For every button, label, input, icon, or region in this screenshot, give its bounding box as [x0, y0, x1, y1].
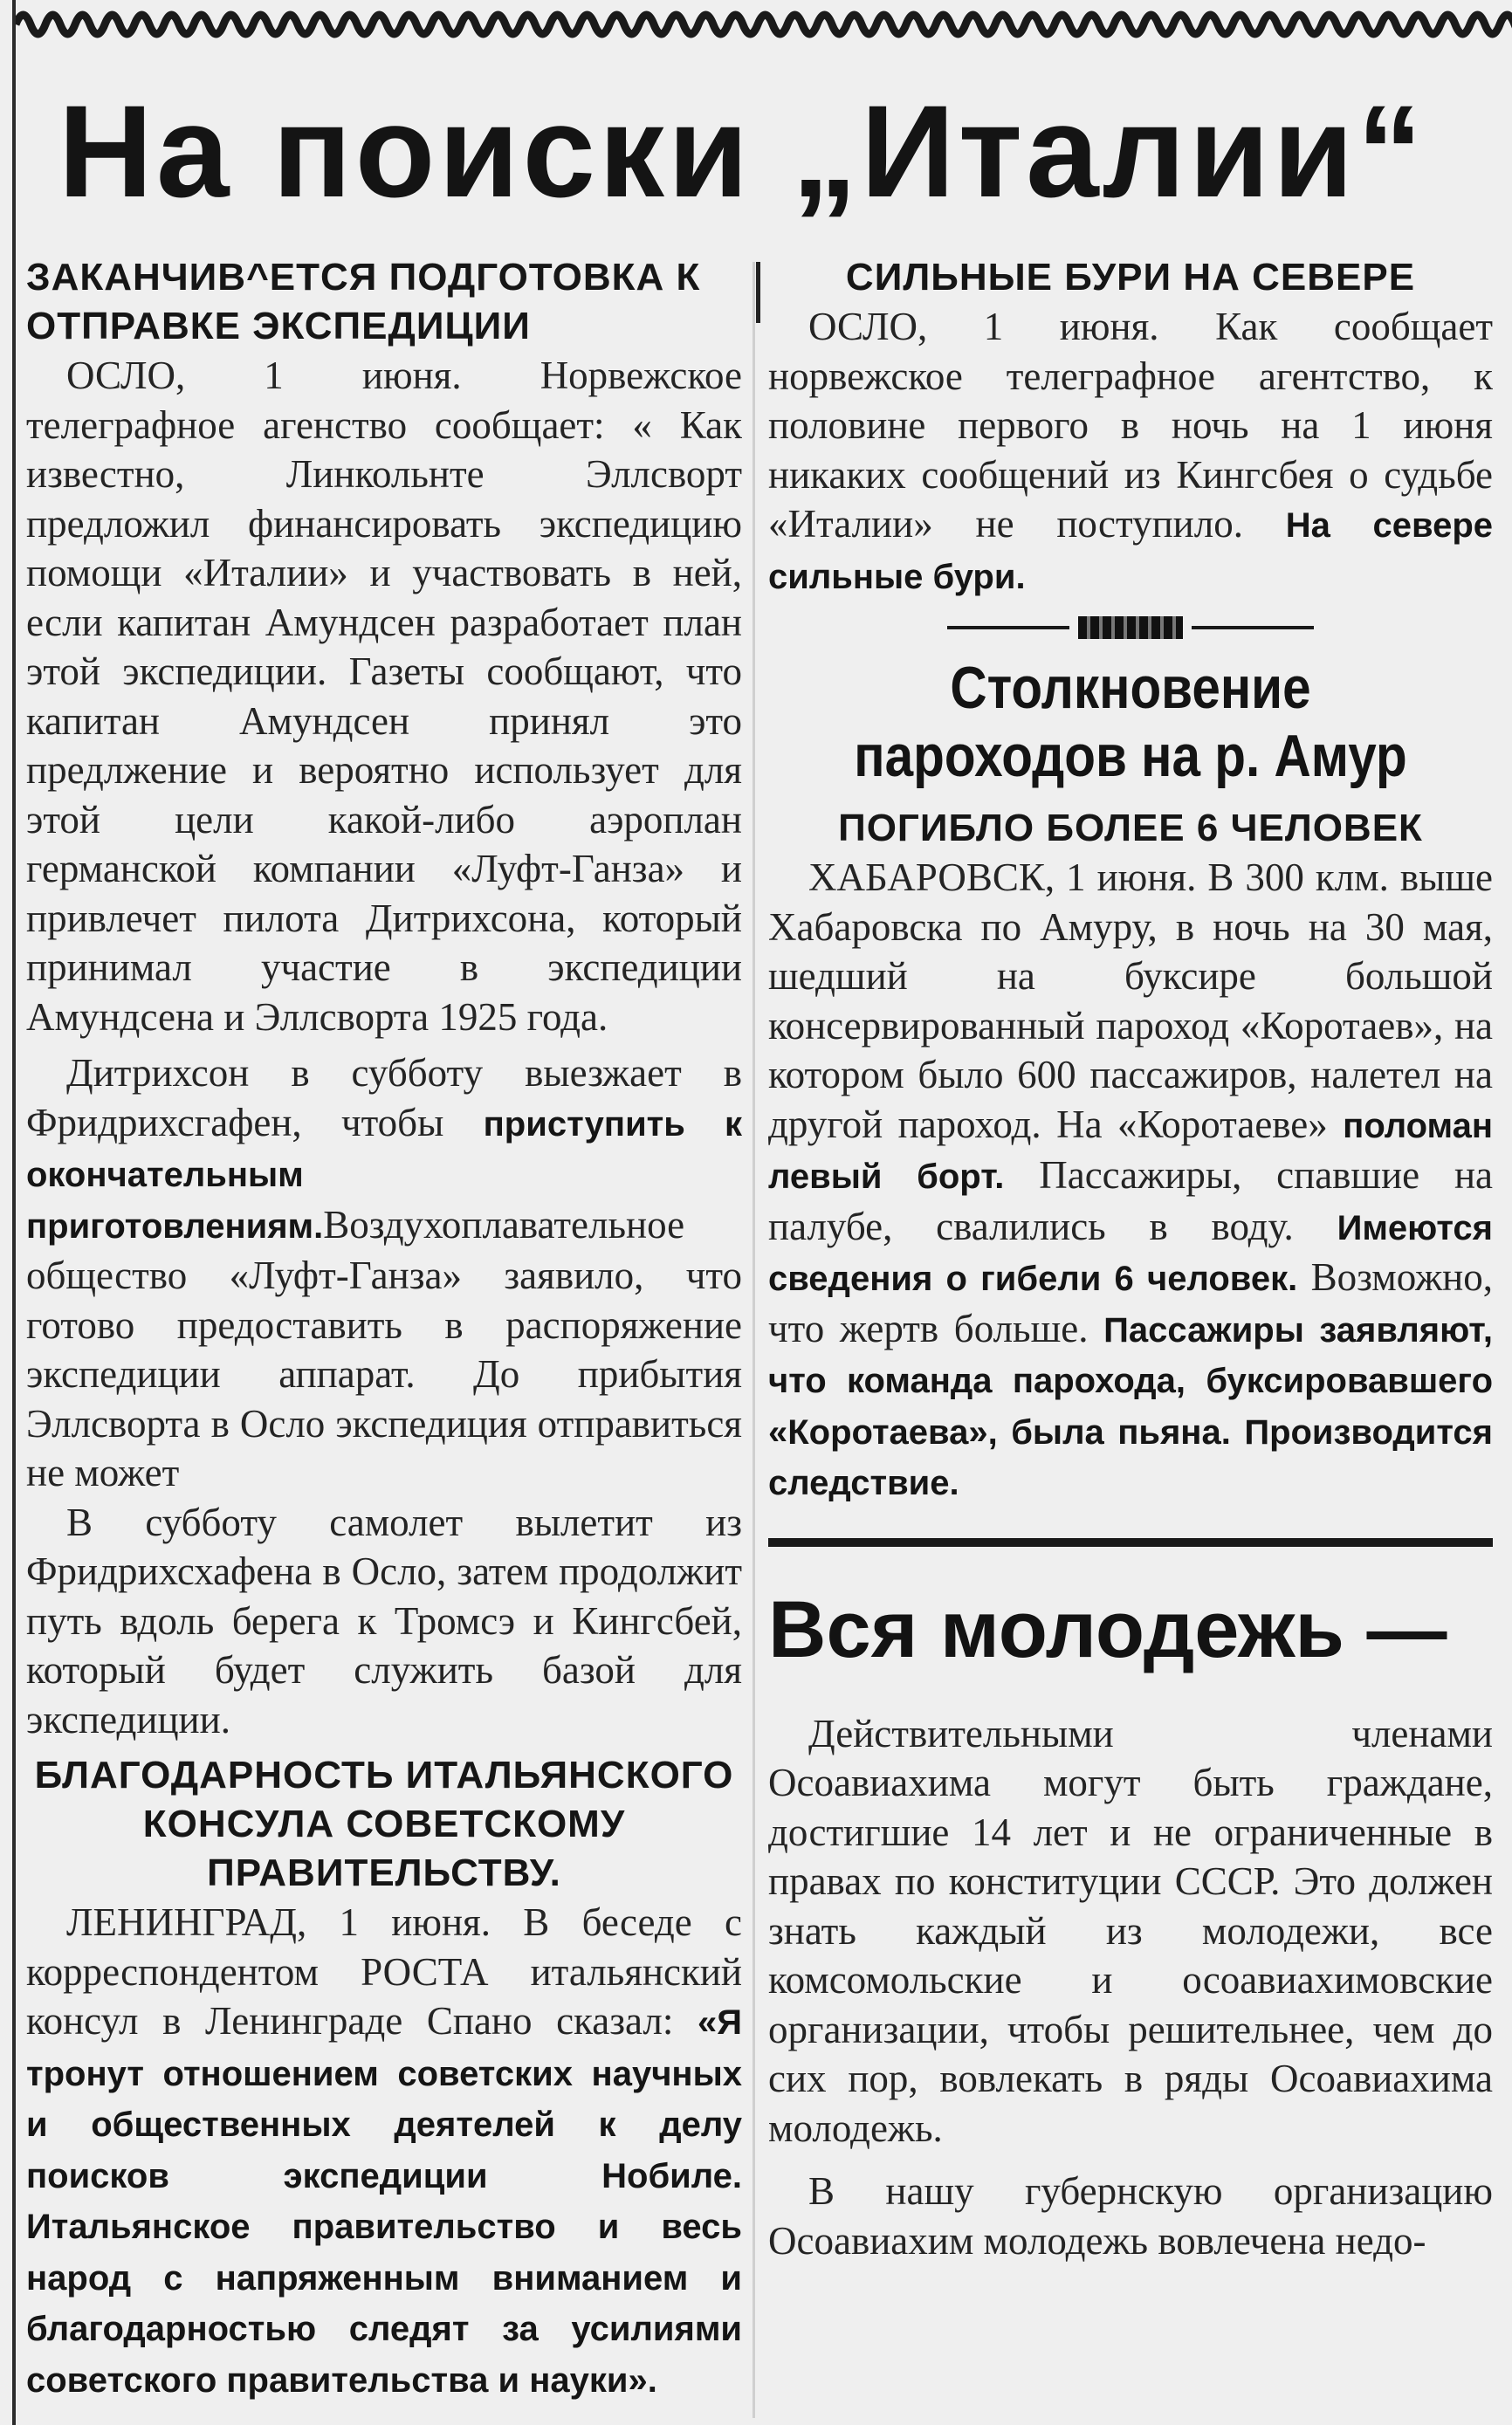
article-paragraph — [768, 302, 1493, 601]
left-page-rule — [12, 0, 16, 2425]
article-paragraph: В субботу самолет вылетит из Фридрихсхафена в Осло, затем продолжит путь вдоль берега к Тромсэ и Кингсбей, который будет служить базой для экспедиции. — [26, 1500, 742, 1741]
article-kicker: БЛАГОДАРНОСТЬ ИТАЛЬЯНСКОГО КОНСУЛА СОВЕТСКОМУ ПРАВИТЕЛЬСТВУ. — [34, 1754, 734, 1894]
article-youth — [768, 1582, 1493, 2266]
page-headline: На поиски „Италии“ — [58, 78, 1426, 224]
bold-text: Имеются сведения о гибели 6 человек. — [768, 1208, 1493, 1298]
article-paragraph — [26, 1898, 742, 2405]
separator-line — [947, 626, 1069, 629]
article-kicker: ПОГИБЛО БОЛЕЕ 6 ЧЕЛОВЕК — [838, 807, 1423, 849]
right-column — [768, 253, 1493, 2425]
article-consul-gratitude — [26, 1751, 742, 2405]
paragraph-text: Возможно, что жертв больше. — [768, 1255, 1493, 1350]
bold-text: поломан левый борт. — [768, 1106, 1493, 1196]
separator-ornament — [1078, 616, 1183, 639]
bold-text: приступить к окончательным приготовлениям. — [26, 1104, 742, 1246]
column-divider-mark — [756, 262, 760, 323]
article-expedition-preparation — [26, 253, 742, 1744]
left-column — [26, 253, 742, 2425]
article-kicker: ЗАКАНЧИВ^ЕТСЯ ПОДГОТОВКА К ОТПРАВКЕ ЭКСПЕДИЦИИ — [26, 256, 701, 347]
paragraph-text: ХАБАРОВСК, 1 июня. В 300 клм. выше Хабаровска по Амуру, в ночь на 30 мая, шедший на буксире большой консервированный пароход «Коротаев», на котором было 600 пассажиров, налетел на другой пароход. На «Коротаеве» — [768, 855, 1493, 1146]
bold-text: На севере сильные бури. — [768, 506, 1493, 596]
section-separator — [768, 601, 1493, 654]
bold-text: Пассажиры заявляют, что команда парохода, буксировавшего «Коротаева», была пьяна. Производится следствие. — [768, 1310, 1493, 1502]
paragraph-text: ОСЛО, 1 июня. Как сообщает норвежское телеграфное агентство, к половине первого в ночь на 1 июня никаких сообщений из Кингсбея о судьбе «Италии» не поступило. — [768, 305, 1493, 546]
section-rule — [768, 1538, 1493, 1547]
article-paragraph — [768, 853, 1493, 1508]
wavy-border-ornament — [16, 0, 1512, 51]
paragraph-text: ЛЕНИНГРАД, 1 июня. В беседе с корреспондентом РОСТА итальянский консул в Ленинграде Спано сказал: — [26, 1900, 742, 2043]
article-paragraph — [26, 1048, 742, 1498]
article-headline: Вся молодежь — — [768, 1584, 1447, 1674]
article-paragraph: Действительными членами Осоавиахима могут быть граждане, достигшие 14 лет и не ограниченные в правах по конституции СССР. Это должен знать каждый из молодежи, все комсомольские и осоавиахимовские организации, чтобы решительнее, чем до сих пор, вовлекать в ряды Осоавиахима молодежь. — [768, 1711, 1493, 2150]
article-kicker: СИЛЬНЫЕ БУРИ НА СЕВЕРЕ — [845, 256, 1416, 299]
paragraph-text: Дитрихсон в субботу выезжает в Фридрихсгафен, чтобы — [26, 1051, 742, 1144]
article-amur-collision — [768, 654, 1493, 1508]
separator-line — [1192, 626, 1314, 629]
article-paragraph: В нашу губернскую организацию Осоавиахим молодежь вовлечена недо- — [768, 2169, 1493, 2263]
paragraph-text: Воздухоплавательное общество «Луфт-Ганза» заявило, что готово предоставить в распоряжение экспедиции аппарат. До прибытия Эллсворта в Осло экспедиция отправиться не может — [26, 1202, 742, 1494]
paragraph-text: Пассажиры, спавшие на палубе, свалились в воду. — [768, 1153, 1493, 1248]
bold-text: «Я тронут отношением советских научных и общественных деятелей к делу поисков экспедиции Нобиле. Итальянское правительство и весь народ с напряженным вниманием и благодарностью следят за усилиями советского правительства и науки». — [26, 2003, 742, 2400]
article-paragraph: ОСЛО, 1 июня. Норвежское телеграфное агенство сообщает: « Как известно, Линкольнте Эллсворт предложил финансировать экспедицию помощи «Италии» и участвовать в ней, если капитан Амундсен разработает план этой экспедиции. Газеты сообщают, что капитан Амундсен принял это предлжение и вероятно использует для этой цели какой-либо аэроплан германской компании «Луфт-Ганза» и привлечет пилота Дитрихсона, который принимал участие в экспедиции Амундсена и Эллсворта 1925 года. — [26, 354, 742, 1039]
column-divider — [753, 262, 755, 2418]
article-headline: Столкновение пароходов на р. Амур — [854, 655, 1407, 789]
article-storms-north — [768, 253, 1493, 601]
